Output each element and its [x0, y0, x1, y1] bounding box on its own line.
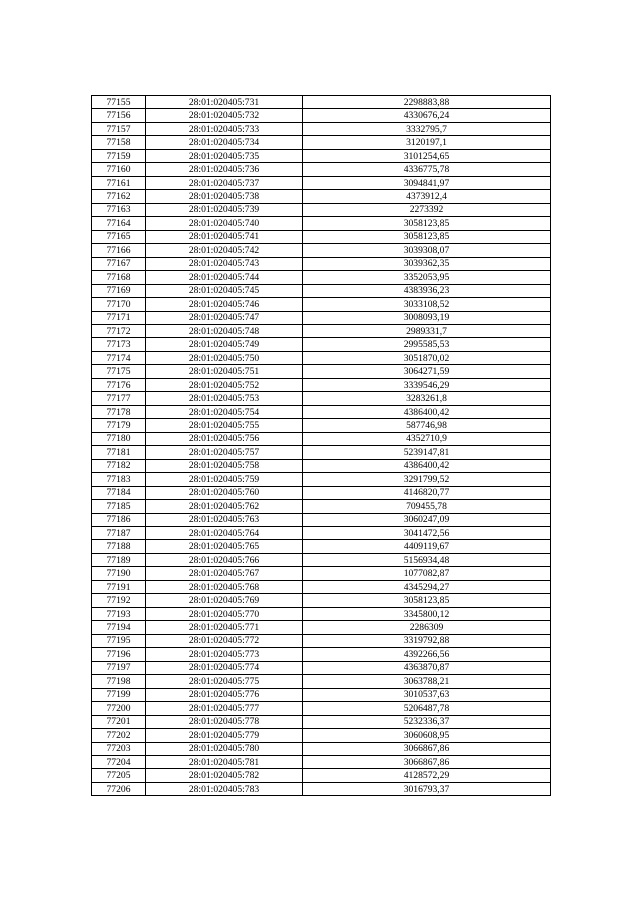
cadastral-number-cell: 28:01:020405:733 [146, 122, 303, 135]
cadastral-value-cell: 4352710,9 [303, 432, 551, 445]
cadastral-number-cell: 28:01:020405:736 [146, 163, 303, 176]
cadastral-number-cell: 28:01:020405:748 [146, 324, 303, 337]
cadastral-value-cell: 3094841,97 [303, 176, 551, 189]
table-row [92, 203, 551, 216]
cadastral-value-cell: 3332795,7 [303, 122, 551, 135]
table-row [92, 217, 551, 230]
cadastral-value-cell: 3283261,8 [303, 392, 551, 405]
row-number-cell: 77192 [92, 594, 146, 607]
row-number-cell: 77157 [92, 122, 146, 135]
cadastral-value-cell: 5232336,37 [303, 715, 551, 728]
cadastral-number-cell: 28:01:020405:780 [146, 742, 303, 755]
table-row [92, 136, 551, 149]
row-number-cell: 77159 [92, 149, 146, 162]
cadastral-number-cell: 28:01:020405:767 [146, 567, 303, 580]
row-number-cell: 77172 [92, 324, 146, 337]
cadastral-number-cell: 28:01:020405:739 [146, 203, 303, 216]
row-number-cell: 77201 [92, 715, 146, 728]
cadastral-value-cell: 2273392 [303, 203, 551, 216]
cadastral-value-cell: 4373912,4 [303, 190, 551, 203]
cadastral-number-cell: 28:01:020405:741 [146, 230, 303, 243]
cadastral-value-cell: 3101254,65 [303, 149, 551, 162]
row-number-cell: 77174 [92, 351, 146, 364]
row-number-cell: 77191 [92, 580, 146, 593]
cadastral-number-cell: 28:01:020405:738 [146, 190, 303, 203]
row-number-cell: 77155 [92, 96, 146, 109]
row-number-cell: 77160 [92, 163, 146, 176]
table-row [92, 755, 551, 768]
row-number-cell: 77182 [92, 459, 146, 472]
table-row [92, 648, 551, 661]
table-row [92, 163, 551, 176]
row-number-cell: 77179 [92, 419, 146, 432]
table-row [92, 324, 551, 337]
cadastral-number-cell: 28:01:020405:756 [146, 432, 303, 445]
cadastral-number-cell: 28:01:020405:734 [146, 136, 303, 149]
cadastral-value-cell: 4330676,24 [303, 109, 551, 122]
row-number-cell: 77164 [92, 217, 146, 230]
cadastral-number-cell: 28:01:020405:782 [146, 769, 303, 782]
cadastral-value-cell: 3010537,63 [303, 688, 551, 701]
row-number-cell: 77185 [92, 500, 146, 513]
table-row [92, 338, 551, 351]
cadastral-value-cell: 3058123,85 [303, 230, 551, 243]
cadastral-number-cell: 28:01:020405:747 [146, 311, 303, 324]
row-number-cell: 77173 [92, 338, 146, 351]
cadastral-value-cell: 4409119,67 [303, 540, 551, 553]
row-number-cell: 77200 [92, 702, 146, 715]
cadastral-value-cell: 3060608,95 [303, 729, 551, 742]
cadastral-number-cell: 28:01:020405:752 [146, 378, 303, 391]
cadastral-number-cell: 28:01:020405:778 [146, 715, 303, 728]
row-number-cell: 77183 [92, 473, 146, 486]
table-row [92, 567, 551, 580]
table-row [92, 298, 551, 311]
row-number-cell: 77206 [92, 782, 146, 795]
row-number-cell: 77194 [92, 621, 146, 634]
table-row [92, 729, 551, 742]
cadastral-value-cell: 5239147,81 [303, 446, 551, 459]
cadastral-number-cell: 28:01:020405:760 [146, 486, 303, 499]
cadastral-value-cell: 5156934,48 [303, 553, 551, 566]
row-number-cell: 77166 [92, 244, 146, 257]
row-number-cell: 77163 [92, 203, 146, 216]
table-row [92, 405, 551, 418]
cadastral-value-cell: 1077082,87 [303, 567, 551, 580]
table-row [92, 365, 551, 378]
row-number-cell: 77156 [92, 109, 146, 122]
cadastral-number-cell: 28:01:020405:775 [146, 675, 303, 688]
cadastral-number-cell: 28:01:020405:766 [146, 553, 303, 566]
cadastral-value-cell: 4363870,87 [303, 661, 551, 674]
cadastral-value-cell: 3291799,52 [303, 473, 551, 486]
table-row [92, 702, 551, 715]
cadastral-number-cell: 28:01:020405:742 [146, 244, 303, 257]
cadastral-number-cell: 28:01:020405:774 [146, 661, 303, 674]
cadastral-value-cell: 3008093,19 [303, 311, 551, 324]
cadastral-number-cell: 28:01:020405:753 [146, 392, 303, 405]
table-row [92, 742, 551, 755]
cadastral-number-cell: 28:01:020405:743 [146, 257, 303, 270]
cadastral-number-cell: 28:01:020405:769 [146, 594, 303, 607]
cadastral-value-cell: 3033108,52 [303, 298, 551, 311]
table-row [92, 715, 551, 728]
row-number-cell: 77178 [92, 405, 146, 418]
cadastral-value-cell: 3051870,02 [303, 351, 551, 364]
row-number-cell: 77196 [92, 648, 146, 661]
cadastral-number-cell: 28:01:020405:755 [146, 419, 303, 432]
cadastral-number-cell: 28:01:020405:737 [146, 176, 303, 189]
cadastral-value-cell: 3066867,86 [303, 742, 551, 755]
table-row [92, 176, 551, 189]
table-row [92, 580, 551, 593]
table-row [92, 230, 551, 243]
cadastral-value-cell: 3120197,1 [303, 136, 551, 149]
cadastral-number-cell: 28:01:020405:745 [146, 284, 303, 297]
cadastral-number-cell: 28:01:020405:764 [146, 527, 303, 540]
cadastral-value-cell: 4386400,42 [303, 405, 551, 418]
row-number-cell: 77204 [92, 755, 146, 768]
table-row [92, 351, 551, 364]
table-row [92, 190, 551, 203]
table-row [92, 149, 551, 162]
row-number-cell: 77184 [92, 486, 146, 499]
row-number-cell: 77197 [92, 661, 146, 674]
row-number-cell: 77161 [92, 176, 146, 189]
cadastral-value-cell: 587746,98 [303, 419, 551, 432]
row-number-cell: 77203 [92, 742, 146, 755]
cadastral-number-cell: 28:01:020405:776 [146, 688, 303, 701]
table-row [92, 594, 551, 607]
cadastral-number-cell: 28:01:020405:749 [146, 338, 303, 351]
cadastral-value-cell: 5206487,78 [303, 702, 551, 715]
cadastral-value-cell: 4386400,42 [303, 459, 551, 472]
row-number-cell: 77189 [92, 553, 146, 566]
cadastral-number-cell: 28:01:020405:759 [146, 473, 303, 486]
table-row [92, 527, 551, 540]
cadastral-value-cell: 4336775,78 [303, 163, 551, 176]
table-row [92, 257, 551, 270]
row-number-cell: 77205 [92, 769, 146, 782]
table-row [92, 540, 551, 553]
cadastral-number-cell: 28:01:020405:735 [146, 149, 303, 162]
cadastral-value-cell: 3352053,95 [303, 271, 551, 284]
cadastral-value-cell: 3066867,86 [303, 755, 551, 768]
cadastral-number-cell: 28:01:020405:773 [146, 648, 303, 661]
cadastral-value-cell: 4392266,56 [303, 648, 551, 661]
row-number-cell: 77162 [92, 190, 146, 203]
cadastral-number-cell: 28:01:020405:768 [146, 580, 303, 593]
cadastral-number-cell: 28:01:020405:771 [146, 621, 303, 634]
cadastral-value-cell: 3319792,88 [303, 634, 551, 647]
row-number-cell: 77188 [92, 540, 146, 553]
cadastral-value-cell: 3016793,37 [303, 782, 551, 795]
row-number-cell: 77202 [92, 729, 146, 742]
cadastral-number-cell: 28:01:020405:754 [146, 405, 303, 418]
cadastral-value-cell: 3339546,29 [303, 378, 551, 391]
cadastral-value-cell: 3064271,59 [303, 365, 551, 378]
cadastral-number-cell: 28:01:020405:779 [146, 729, 303, 742]
table-row [92, 122, 551, 135]
table-row [92, 769, 551, 782]
row-number-cell: 77195 [92, 634, 146, 647]
row-number-cell: 77187 [92, 527, 146, 540]
cadastral-value-cell: 3060247,09 [303, 513, 551, 526]
row-number-cell: 77186 [92, 513, 146, 526]
table-row [92, 621, 551, 634]
cadastral-value-cell: 4383936,23 [303, 284, 551, 297]
cadastral-number-cell: 28:01:020405:740 [146, 217, 303, 230]
row-number-cell: 77167 [92, 257, 146, 270]
table-row [92, 96, 551, 109]
table-row [92, 688, 551, 701]
cadastral-number-cell: 28:01:020405:762 [146, 500, 303, 513]
cadastral-value-cell: 3039362,35 [303, 257, 551, 270]
row-number-cell: 77199 [92, 688, 146, 701]
row-number-cell: 77158 [92, 136, 146, 149]
table-row [92, 446, 551, 459]
cadastral-value-cell: 3058123,85 [303, 217, 551, 230]
table-body [92, 96, 551, 796]
cadastral-value-cell: 2286309 [303, 621, 551, 634]
cadastral-number-cell: 28:01:020405:758 [146, 459, 303, 472]
row-number-cell: 77171 [92, 311, 146, 324]
table-row [92, 473, 551, 486]
cadastral-number-cell: 28:01:020405:783 [146, 782, 303, 795]
table-row [92, 513, 551, 526]
cadastral-value-cell: 2989331,7 [303, 324, 551, 337]
cadastral-number-cell: 28:01:020405:763 [146, 513, 303, 526]
table-row [92, 459, 551, 472]
table-row [92, 634, 551, 647]
cadastral-number-cell: 28:01:020405:772 [146, 634, 303, 647]
table-row [92, 284, 551, 297]
table-row [92, 486, 551, 499]
table-row [92, 271, 551, 284]
cadastral-number-cell: 28:01:020405:750 [146, 351, 303, 364]
row-number-cell: 77181 [92, 446, 146, 459]
cadastral-number-cell: 28:01:020405:732 [146, 109, 303, 122]
cadastral-value-cell: 2995585,53 [303, 338, 551, 351]
row-number-cell: 77177 [92, 392, 146, 405]
cadastral-number-cell: 28:01:020405:751 [146, 365, 303, 378]
cadastral-value-cell: 3058123,85 [303, 594, 551, 607]
table-row [92, 109, 551, 122]
row-number-cell: 77190 [92, 567, 146, 580]
cadastral-value-cell: 4146820,77 [303, 486, 551, 499]
cadastral-number-cell: 28:01:020405:781 [146, 755, 303, 768]
row-number-cell: 77198 [92, 675, 146, 688]
cadastral-value-cell: 4345294,27 [303, 580, 551, 593]
table-row [92, 419, 551, 432]
table-row [92, 661, 551, 674]
cadastral-value-cell: 3039308,07 [303, 244, 551, 257]
table-row [92, 675, 551, 688]
cadastral-number-cell: 28:01:020405:777 [146, 702, 303, 715]
cadastral-number-cell: 28:01:020405:746 [146, 298, 303, 311]
row-number-cell: 77168 [92, 271, 146, 284]
table-row [92, 392, 551, 405]
cadastral-number-cell: 28:01:020405:744 [146, 271, 303, 284]
table-row [92, 553, 551, 566]
row-number-cell: 77176 [92, 378, 146, 391]
cadastral-value-cell: 3345800,12 [303, 607, 551, 620]
cadastral-value-cell: 3063788,21 [303, 675, 551, 688]
cadastral-value-cell: 709455,78 [303, 500, 551, 513]
cadastral-number-cell: 28:01:020405:770 [146, 607, 303, 620]
table-row [92, 378, 551, 391]
row-number-cell: 77175 [92, 365, 146, 378]
table-row [92, 782, 551, 795]
cadastral-number-cell: 28:01:020405:765 [146, 540, 303, 553]
row-number-cell: 77193 [92, 607, 146, 620]
table-row [92, 500, 551, 513]
cadastral-value-cell: 2298883,88 [303, 96, 551, 109]
table-row [92, 244, 551, 257]
row-number-cell: 77169 [92, 284, 146, 297]
cadastral-number-cell: 28:01:020405:731 [146, 96, 303, 109]
table-row [92, 432, 551, 445]
cadastral-number-cell: 28:01:020405:757 [146, 446, 303, 459]
cadastral-value-cell: 3041472,56 [303, 527, 551, 540]
cadastral-value-table [91, 95, 551, 796]
table-row [92, 607, 551, 620]
row-number-cell: 77170 [92, 298, 146, 311]
cadastral-value-cell: 4128572,29 [303, 769, 551, 782]
table-row [92, 311, 551, 324]
row-number-cell: 77165 [92, 230, 146, 243]
row-number-cell: 77180 [92, 432, 146, 445]
